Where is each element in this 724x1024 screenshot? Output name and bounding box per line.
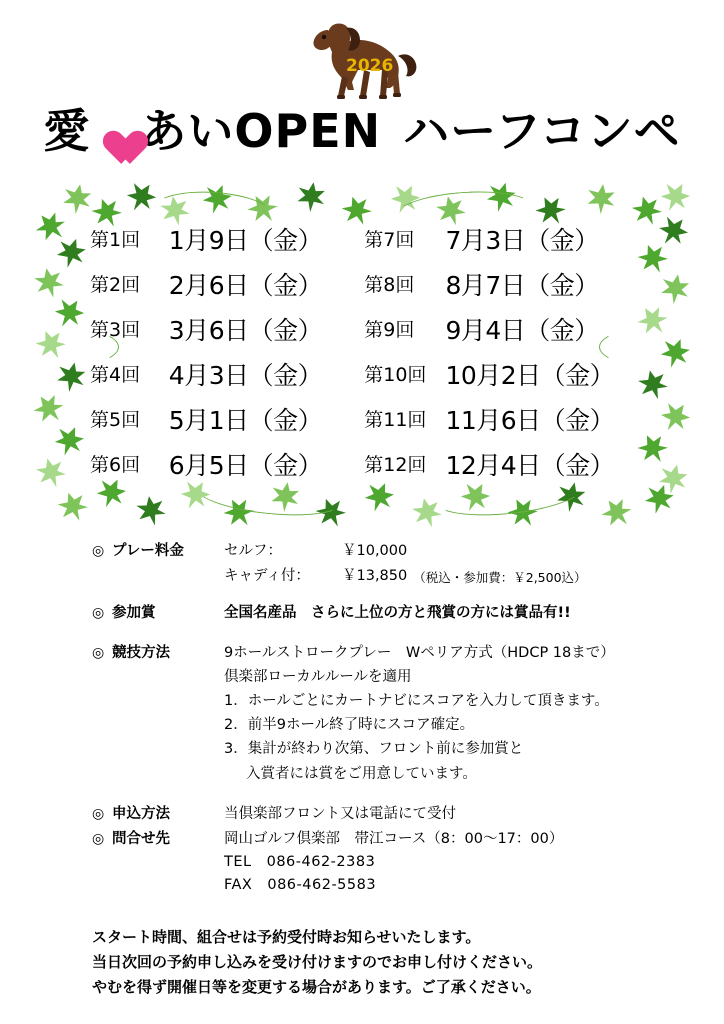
apply-label: 申込方法 — [112, 805, 170, 822]
format-rule-2: 2．前半9ホール終了時にスコア確定。 — [224, 717, 475, 734]
table-row — [90, 351, 644, 396]
horse-icon — [302, 18, 422, 104]
heart-icon — [94, 111, 136, 151]
round-number: 第4回 — [90, 364, 141, 386]
apply-text: 当倶楽部フロント又は電話にて受付 — [224, 805, 456, 822]
horse-illustration — [0, 18, 724, 108]
footer-line-2: 当日次回の予約申し込みを受け付けますのでお申し付けください。 — [92, 952, 543, 971]
round-number: 第12回 — [364, 454, 427, 476]
info-row-apply — [92, 803, 652, 826]
info-section — [92, 540, 652, 903]
round-date: 4月3日（金） — [168, 360, 323, 390]
fee-tax-note: （税込・参加費：￥2,500込） — [413, 570, 587, 586]
footer-line-1: スタート時間、組合せは予約受付時お知らせいたします。 — [92, 928, 481, 946]
table-row — [90, 396, 644, 441]
bullet-icon: ◎ — [92, 543, 105, 559]
fee-self-label: セルフ： — [224, 543, 282, 559]
fee-caddie-label: キャディ付： — [224, 568, 310, 585]
round-date: 9月4日（金） — [445, 315, 599, 345]
round-date: 8月7日（金） — [445, 270, 599, 300]
fee-caddie-amount: ￥13,850 — [342, 568, 408, 585]
round-date: 3月6日（金） — [168, 315, 323, 345]
table-row — [90, 261, 644, 306]
round-number: 第9回 — [364, 319, 415, 341]
bullet-icon: ◎ — [92, 644, 105, 661]
round-number: 第1回 — [90, 229, 141, 251]
footer-notes — [92, 925, 672, 999]
round-date: 5月1日（金） — [168, 405, 323, 435]
format-rule-1: 1．ホールごとにカートナビにスコアを入力して頂きます。 — [224, 692, 609, 709]
table-row — [90, 216, 644, 261]
info-row-format — [92, 642, 652, 787]
round-date: 12月4日（金） — [445, 450, 615, 480]
contact-label: 問合せ先 — [112, 830, 170, 847]
title-part-ai-kanji: 愛 — [43, 104, 91, 158]
format-line-1: 9ホールストロークプレー Wペリア方式（HDCP 18まで） — [224, 644, 615, 661]
round-date: 1月9日（金） — [168, 225, 323, 255]
round-date: 10月2日（金） — [445, 360, 615, 390]
table-row — [90, 441, 644, 486]
round-date: 6月5日（金） — [168, 450, 323, 480]
bullet-icon: ◎ — [92, 830, 105, 847]
fee-label: プレー料金 — [112, 543, 184, 559]
info-row-contact — [92, 828, 652, 898]
format-label: 競技方法 — [112, 644, 170, 661]
format-line-2: 倶楽部ローカルルールを適用 — [224, 668, 412, 685]
prize-text: 全国名産品 さらに上位の方と飛賞の方には賞品有!! — [224, 605, 571, 622]
contact-tel: TEL 086-462-2383 — [224, 854, 376, 871]
schedule-panel — [34, 182, 690, 530]
bullet-icon: ◎ — [92, 605, 105, 622]
round-number: 第8回 — [364, 274, 415, 296]
contact-fax: FAX 086-462-5583 — [224, 877, 377, 894]
round-number: 第2回 — [90, 274, 141, 296]
bullet-icon: ◎ — [92, 805, 105, 822]
round-number: 第3回 — [90, 319, 141, 341]
round-number: 第11回 — [364, 409, 427, 431]
schedule-table — [90, 216, 644, 486]
round-number: 第6回 — [90, 454, 141, 476]
round-date: 7月3日（金） — [445, 225, 599, 255]
fee-self-amount: ￥10,000 — [342, 543, 408, 559]
page-title — [0, 98, 724, 164]
info-row-fee — [92, 540, 652, 588]
prize-label: 参加賞 — [112, 605, 156, 622]
year-badge: 2026 — [346, 56, 394, 76]
table-row — [90, 306, 644, 351]
format-rule-3: 3．集計が終わり次第、フロント前に参加賞と — [224, 741, 524, 758]
round-date: 2月6日（金） — [168, 270, 323, 300]
info-row-prize — [92, 602, 652, 625]
title-part-half-compe: ハーフコンペ — [403, 104, 681, 158]
round-date: 11月6日（金） — [445, 405, 615, 435]
contact-club-name: 岡山ゴルフ倶楽部 帯江コース（8：00〜17：00） — [224, 830, 564, 847]
footer-line-3: やむを得ず開催日等を変更する場合があります。ご了承ください。 — [92, 977, 541, 996]
round-number: 第5回 — [90, 409, 141, 431]
round-number: 第10回 — [364, 364, 427, 386]
round-number: 第7回 — [364, 229, 415, 251]
title-part-open: あいOPEN — [140, 104, 382, 158]
format-rule-3-cont: 入賞者には賞をご用意しています。 — [246, 765, 477, 782]
